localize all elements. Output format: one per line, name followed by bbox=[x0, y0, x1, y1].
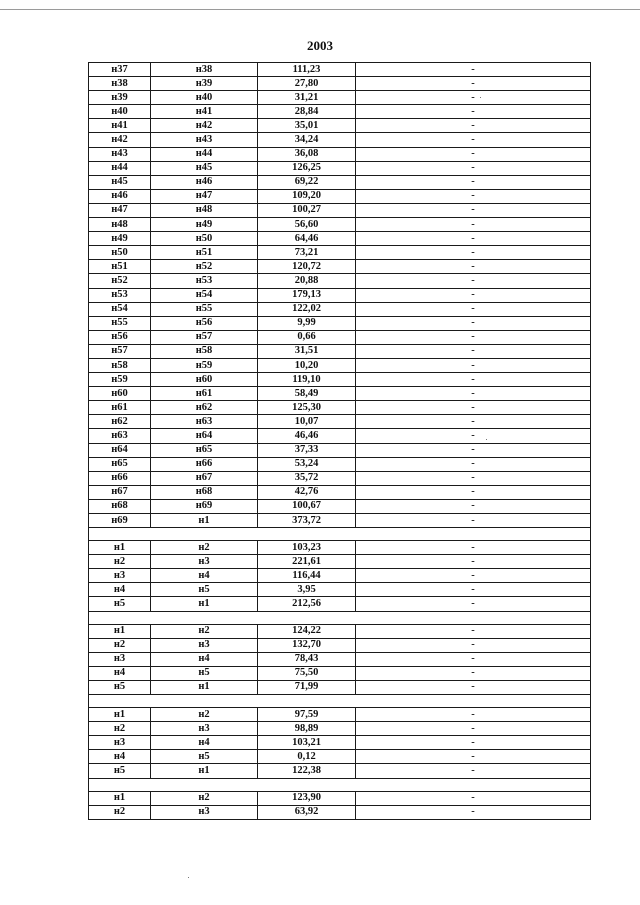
from-point-cell: н47 bbox=[89, 203, 151, 217]
to-point-cell: н65 bbox=[151, 443, 258, 457]
note-cell: - bbox=[356, 63, 591, 77]
from-point-cell: н1 bbox=[89, 541, 151, 555]
length-cell: 98,89 bbox=[258, 722, 356, 736]
note-cell: - bbox=[356, 274, 591, 288]
length-cell: 221,61 bbox=[258, 555, 356, 569]
table-row bbox=[89, 514, 591, 528]
length-cell: 35,01 bbox=[258, 119, 356, 133]
length-cell: 53,24 bbox=[258, 457, 356, 471]
table-row bbox=[89, 203, 591, 217]
table-row bbox=[89, 736, 591, 750]
length-cell: 103,23 bbox=[258, 541, 356, 555]
length-cell: 124,22 bbox=[258, 624, 356, 638]
length-cell: 0,66 bbox=[258, 330, 356, 344]
block-separator-row bbox=[89, 778, 591, 791]
table-row bbox=[89, 708, 591, 722]
from-point-cell: н4 bbox=[89, 583, 151, 597]
from-point-cell: н65 bbox=[89, 457, 151, 471]
from-point-cell: н2 bbox=[89, 722, 151, 736]
to-point-cell: н52 bbox=[151, 260, 258, 274]
note-cell: - bbox=[356, 624, 591, 638]
note-cell: - bbox=[356, 443, 591, 457]
table-row bbox=[89, 401, 591, 415]
note-cell: - bbox=[356, 569, 591, 583]
length-cell: 97,59 bbox=[258, 708, 356, 722]
to-point-cell: н43 bbox=[151, 133, 258, 147]
from-point-cell: н4 bbox=[89, 750, 151, 764]
from-point-cell: н66 bbox=[89, 471, 151, 485]
from-point-cell: н5 bbox=[89, 680, 151, 694]
table-row bbox=[89, 189, 591, 203]
note-cell: - bbox=[356, 638, 591, 652]
note-cell: - bbox=[356, 791, 591, 805]
from-point-cell: н44 bbox=[89, 161, 151, 175]
table-row bbox=[89, 569, 591, 583]
length-cell: 123,90 bbox=[258, 791, 356, 805]
note-cell: - bbox=[356, 680, 591, 694]
table-row bbox=[89, 666, 591, 680]
length-cell: 34,24 bbox=[258, 133, 356, 147]
table-row bbox=[89, 443, 591, 457]
note-cell: - bbox=[356, 246, 591, 260]
length-cell: 71,99 bbox=[258, 680, 356, 694]
to-point-cell: н54 bbox=[151, 288, 258, 302]
note-cell: - bbox=[356, 597, 591, 611]
from-point-cell: н5 bbox=[89, 764, 151, 778]
note-cell: - bbox=[356, 750, 591, 764]
note-cell: - bbox=[356, 583, 591, 597]
length-cell: 0,12 bbox=[258, 750, 356, 764]
length-cell: 46,46 bbox=[258, 429, 356, 443]
table-row bbox=[89, 316, 591, 330]
length-cell: 78,43 bbox=[258, 652, 356, 666]
to-point-cell: н44 bbox=[151, 147, 258, 161]
from-point-cell: н45 bbox=[89, 175, 151, 189]
from-point-cell: н2 bbox=[89, 555, 151, 569]
to-point-cell: н2 bbox=[151, 624, 258, 638]
length-cell: 373,72 bbox=[258, 514, 356, 528]
length-cell: 126,25 bbox=[258, 161, 356, 175]
from-point-cell: н3 bbox=[89, 569, 151, 583]
from-point-cell: н57 bbox=[89, 344, 151, 358]
note-cell: - bbox=[356, 499, 591, 513]
table-row bbox=[89, 91, 591, 105]
from-point-cell: н38 bbox=[89, 77, 151, 91]
length-cell: 109,20 bbox=[258, 189, 356, 203]
to-point-cell: н55 bbox=[151, 302, 258, 316]
from-point-cell: н52 bbox=[89, 274, 151, 288]
to-point-cell: н68 bbox=[151, 485, 258, 499]
separator-cell bbox=[89, 611, 591, 624]
table-body bbox=[89, 63, 591, 820]
table-row bbox=[89, 722, 591, 736]
table-row bbox=[89, 415, 591, 429]
length-cell: 31,21 bbox=[258, 91, 356, 105]
from-point-cell: н43 bbox=[89, 147, 151, 161]
to-point-cell: н62 bbox=[151, 401, 258, 415]
note-cell: - bbox=[356, 77, 591, 91]
to-point-cell: н53 bbox=[151, 274, 258, 288]
note-cell: - bbox=[356, 302, 591, 316]
note-cell: - bbox=[356, 708, 591, 722]
from-point-cell: н42 bbox=[89, 133, 151, 147]
note-cell: - bbox=[356, 722, 591, 736]
note-cell: - bbox=[356, 147, 591, 161]
note-cell: - bbox=[356, 175, 591, 189]
note-cell: - bbox=[356, 189, 591, 203]
to-point-cell: н5 bbox=[151, 666, 258, 680]
note-cell: - bbox=[356, 514, 591, 528]
table-row bbox=[89, 274, 591, 288]
to-point-cell: н59 bbox=[151, 358, 258, 372]
from-point-cell: н2 bbox=[89, 638, 151, 652]
note-cell: - bbox=[356, 373, 591, 387]
table-row bbox=[89, 471, 591, 485]
table-row bbox=[89, 485, 591, 499]
to-point-cell: н5 bbox=[151, 750, 258, 764]
to-point-cell: н57 bbox=[151, 330, 258, 344]
to-point-cell: н5 bbox=[151, 583, 258, 597]
to-point-cell: н4 bbox=[151, 736, 258, 750]
from-point-cell: н54 bbox=[89, 302, 151, 316]
length-cell: 119,10 bbox=[258, 373, 356, 387]
length-cell: 9,99 bbox=[258, 316, 356, 330]
length-cell: 111,23 bbox=[258, 63, 356, 77]
to-point-cell: н3 bbox=[151, 722, 258, 736]
separator-cell bbox=[89, 695, 591, 708]
table-row bbox=[89, 429, 591, 443]
table-row bbox=[89, 750, 591, 764]
from-point-cell: н56 bbox=[89, 330, 151, 344]
length-cell: 20,88 bbox=[258, 274, 356, 288]
to-point-cell: н61 bbox=[151, 387, 258, 401]
page-number: 2003 bbox=[307, 38, 333, 53]
length-cell: 36,08 bbox=[258, 147, 356, 161]
length-cell: 28,84 bbox=[258, 105, 356, 119]
length-cell: 73,21 bbox=[258, 246, 356, 260]
to-point-cell: н4 bbox=[151, 652, 258, 666]
note-cell: - bbox=[356, 358, 591, 372]
length-cell: 37,33 bbox=[258, 443, 356, 457]
to-point-cell: н41 bbox=[151, 105, 258, 119]
from-point-cell: н2 bbox=[89, 805, 151, 819]
to-point-cell: н3 bbox=[151, 638, 258, 652]
length-cell: 212,56 bbox=[258, 597, 356, 611]
table-row bbox=[89, 302, 591, 316]
note-cell: - bbox=[356, 471, 591, 485]
from-point-cell: н69 bbox=[89, 514, 151, 528]
length-cell: 10,07 bbox=[258, 415, 356, 429]
to-point-cell: н56 bbox=[151, 316, 258, 330]
from-point-cell: н5 bbox=[89, 597, 151, 611]
table-row bbox=[89, 764, 591, 778]
note-cell: - bbox=[356, 764, 591, 778]
to-point-cell: н63 bbox=[151, 415, 258, 429]
note-cell: - bbox=[356, 330, 591, 344]
from-point-cell: н3 bbox=[89, 736, 151, 750]
from-point-cell: н48 bbox=[89, 218, 151, 232]
from-point-cell: н53 bbox=[89, 288, 151, 302]
length-cell: 35,72 bbox=[258, 471, 356, 485]
length-cell: 125,30 bbox=[258, 401, 356, 415]
scan-speck bbox=[188, 877, 189, 878]
length-cell: 116,44 bbox=[258, 569, 356, 583]
note-cell: - bbox=[356, 133, 591, 147]
to-point-cell: н1 bbox=[151, 764, 258, 778]
from-point-cell: н39 bbox=[89, 91, 151, 105]
note-cell: - bbox=[356, 91, 591, 105]
to-point-cell: н67 bbox=[151, 471, 258, 485]
table-row bbox=[89, 330, 591, 344]
to-point-cell: н1 bbox=[151, 680, 258, 694]
to-point-cell: н50 bbox=[151, 232, 258, 246]
length-cell: 120,72 bbox=[258, 260, 356, 274]
note-cell: - bbox=[356, 218, 591, 232]
table-row bbox=[89, 147, 591, 161]
note-cell: - bbox=[356, 260, 591, 274]
from-point-cell: н1 bbox=[89, 791, 151, 805]
length-cell: 27,80 bbox=[258, 77, 356, 91]
note-cell: - bbox=[356, 105, 591, 119]
scan-speck bbox=[480, 97, 481, 98]
note-cell: - bbox=[356, 666, 591, 680]
length-cell: 10,20 bbox=[258, 358, 356, 372]
from-point-cell: н64 bbox=[89, 443, 151, 457]
block-separator-row bbox=[89, 695, 591, 708]
scan-speck bbox=[486, 439, 487, 440]
from-point-cell: н67 bbox=[89, 485, 151, 499]
to-point-cell: н66 bbox=[151, 457, 258, 471]
length-cell: 132,70 bbox=[258, 638, 356, 652]
to-point-cell: н46 bbox=[151, 175, 258, 189]
to-point-cell: н47 bbox=[151, 189, 258, 203]
table-row bbox=[89, 218, 591, 232]
note-cell: - bbox=[356, 316, 591, 330]
table-row bbox=[89, 805, 591, 819]
to-point-cell: н64 bbox=[151, 429, 258, 443]
from-point-cell: н37 bbox=[89, 63, 151, 77]
table-row bbox=[89, 260, 591, 274]
note-cell: - bbox=[356, 288, 591, 302]
from-point-cell: н51 bbox=[89, 260, 151, 274]
from-point-cell: н3 bbox=[89, 652, 151, 666]
from-point-cell: н59 bbox=[89, 373, 151, 387]
table-row bbox=[89, 387, 591, 401]
from-point-cell: н1 bbox=[89, 624, 151, 638]
table-row bbox=[89, 597, 591, 611]
note-cell: - bbox=[356, 119, 591, 133]
from-point-cell: н61 bbox=[89, 401, 151, 415]
note-cell: - bbox=[356, 232, 591, 246]
table-row bbox=[89, 583, 591, 597]
separator-cell bbox=[89, 528, 591, 541]
length-cell: 122,02 bbox=[258, 302, 356, 316]
from-point-cell: н62 bbox=[89, 415, 151, 429]
from-point-cell: н40 bbox=[89, 105, 151, 119]
note-cell: - bbox=[356, 203, 591, 217]
length-cell: 58,49 bbox=[258, 387, 356, 401]
from-point-cell: н60 bbox=[89, 387, 151, 401]
boundary-points-table bbox=[88, 62, 591, 820]
table-row bbox=[89, 555, 591, 569]
table-row bbox=[89, 77, 591, 91]
table-row bbox=[89, 541, 591, 555]
table-row bbox=[89, 680, 591, 694]
block-separator-row bbox=[89, 528, 591, 541]
table-row bbox=[89, 288, 591, 302]
table-row bbox=[89, 246, 591, 260]
to-point-cell: н48 bbox=[151, 203, 258, 217]
note-cell: - bbox=[356, 387, 591, 401]
to-point-cell: н42 bbox=[151, 119, 258, 133]
note-cell: - bbox=[356, 736, 591, 750]
table-row bbox=[89, 63, 591, 77]
length-cell: 69,22 bbox=[258, 175, 356, 189]
table-row bbox=[89, 105, 591, 119]
to-point-cell: н58 bbox=[151, 344, 258, 358]
to-point-cell: н51 bbox=[151, 246, 258, 260]
to-point-cell: н1 bbox=[151, 597, 258, 611]
to-point-cell: н40 bbox=[151, 91, 258, 105]
table-row bbox=[89, 358, 591, 372]
from-point-cell: н1 bbox=[89, 708, 151, 722]
table-row bbox=[89, 457, 591, 471]
from-point-cell: н55 bbox=[89, 316, 151, 330]
note-cell: - bbox=[356, 457, 591, 471]
to-point-cell: н2 bbox=[151, 541, 258, 555]
from-point-cell: н49 bbox=[89, 232, 151, 246]
note-cell: - bbox=[356, 344, 591, 358]
to-point-cell: н38 bbox=[151, 63, 258, 77]
to-point-cell: н2 bbox=[151, 791, 258, 805]
note-cell: - bbox=[356, 161, 591, 175]
from-point-cell: н68 bbox=[89, 499, 151, 513]
length-cell: 56,60 bbox=[258, 218, 356, 232]
from-point-cell: н4 bbox=[89, 666, 151, 680]
from-point-cell: н58 bbox=[89, 358, 151, 372]
length-cell: 179,13 bbox=[258, 288, 356, 302]
table-row bbox=[89, 119, 591, 133]
length-cell: 100,27 bbox=[258, 203, 356, 217]
top-edge-line bbox=[0, 9, 640, 10]
to-point-cell: н49 bbox=[151, 218, 258, 232]
length-cell: 42,76 bbox=[258, 485, 356, 499]
length-cell: 100,67 bbox=[258, 499, 356, 513]
table-row bbox=[89, 624, 591, 638]
from-point-cell: н50 bbox=[89, 246, 151, 260]
length-cell: 31,51 bbox=[258, 344, 356, 358]
block-separator-row bbox=[89, 611, 591, 624]
note-cell: - bbox=[356, 652, 591, 666]
table-row bbox=[89, 791, 591, 805]
length-cell: 3,95 bbox=[258, 583, 356, 597]
to-point-cell: н3 bbox=[151, 805, 258, 819]
length-cell: 122,38 bbox=[258, 764, 356, 778]
table-row bbox=[89, 638, 591, 652]
to-point-cell: н3 bbox=[151, 555, 258, 569]
to-point-cell: н39 bbox=[151, 77, 258, 91]
note-cell: - bbox=[356, 415, 591, 429]
length-cell: 75,50 bbox=[258, 666, 356, 680]
to-point-cell: н60 bbox=[151, 373, 258, 387]
length-cell: 63,92 bbox=[258, 805, 356, 819]
table-row bbox=[89, 499, 591, 513]
table-row bbox=[89, 133, 591, 147]
from-point-cell: н46 bbox=[89, 189, 151, 203]
note-cell: - bbox=[356, 429, 591, 443]
note-cell: - bbox=[356, 485, 591, 499]
note-cell: - bbox=[356, 555, 591, 569]
to-point-cell: н69 bbox=[151, 499, 258, 513]
table-row bbox=[89, 344, 591, 358]
table-row bbox=[89, 175, 591, 189]
length-cell: 64,46 bbox=[258, 232, 356, 246]
to-point-cell: н45 bbox=[151, 161, 258, 175]
separator-cell bbox=[89, 778, 591, 791]
table-row bbox=[89, 232, 591, 246]
to-point-cell: н1 bbox=[151, 514, 258, 528]
table-row bbox=[89, 373, 591, 387]
note-cell: - bbox=[356, 805, 591, 819]
to-point-cell: н2 bbox=[151, 708, 258, 722]
to-point-cell: н4 bbox=[151, 569, 258, 583]
note-cell: - bbox=[356, 401, 591, 415]
from-point-cell: н41 bbox=[89, 119, 151, 133]
length-cell: 103,21 bbox=[258, 736, 356, 750]
table-row bbox=[89, 161, 591, 175]
note-cell: - bbox=[356, 541, 591, 555]
table-row bbox=[89, 652, 591, 666]
from-point-cell: н63 bbox=[89, 429, 151, 443]
